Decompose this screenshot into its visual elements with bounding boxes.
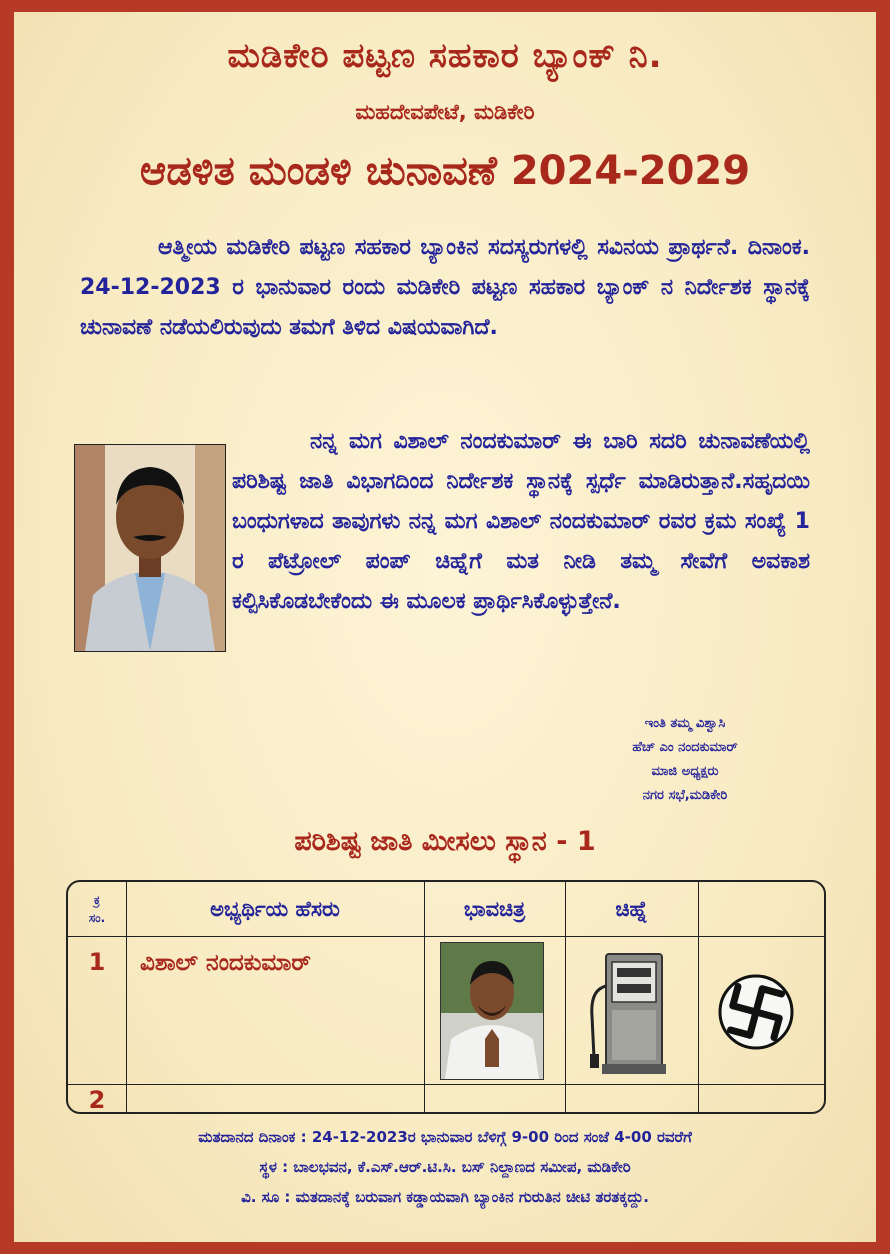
signature-line: ಮಾಜಿ ಅಧ್ಯಕ್ಷರು: [651, 764, 719, 779]
header-serial-line: ಕ್ರ: [94, 893, 100, 907]
candidate-photo: [440, 942, 544, 1080]
signature-line: ಇಂತಿ ತಮ್ಮ ವಿಶ್ವಾಸಿ: [644, 716, 726, 731]
petrol-pump-icon: [584, 946, 680, 1078]
bank-location: ಮಹದೇವಪೇಟೆ, ಮಡಿಕೇರಿ: [355, 100, 535, 124]
header-name: ಅಭ್ಯರ್ಥಿಯ ಹೆಸರು: [210, 896, 340, 921]
row-divider: [68, 936, 824, 937]
header-symbol: ಚಿಹ್ನೆ: [615, 896, 648, 921]
intro-paragraph: ಆತ್ಮೀಯ ಮಡಿಕೇರಿ ಪಟ್ಟಣ ಸಹಕಾರ ಬ್ಯಾಂಕಿನ ಸದಸ್ಯರುಗಳಲ್ಲಿ ಸವಿನಯ ಪ್ರಾರ್ಥನೆ. ದಿನಾಂಕ. 24-12-2023 ರ ಭಾನುವಾರ ರಂದು ಮಡಿಕೇರಿ ಪಟ್ಟಣ ಸಹಕಾರ ಬ್ಯಾಂಕ್ ನ ನಿರ್ದೇಶಕ ಸ್ಥಾನಕ್ಕೆ ಚುನಾವಣೆ ನಡೆಯಲಿರುವುದು ತಮಗೆ ತಿಳಿದ ವಿಷಯವಾಗಿದೆ.: [80, 235, 810, 340]
section-title: ಪರಿಶಿಷ್ಟ ಜಾತಿ ಮೀಸಲು ಸ್ಥಾನ - 1: [294, 826, 596, 857]
signature-line: ಹೆಚ್ ಎಂ ನಂದಕುಮಾರ್: [632, 740, 738, 755]
row-divider: [68, 1084, 824, 1085]
voting-venue: ಸ್ಥಳ : ಬಾಲಭವನ, ಕೆ.ಎಸ್.ಆರ್.ಟಿ.ಸಿ. ಬಸ್ ನಿಲ್ದಾಣದ ಸಮೀಪ, ಮಡಿಕೇರಿ: [259, 1158, 631, 1176]
column-divider: [698, 882, 699, 1112]
voting-date-time: ಮತದಾನದ ದಿನಾಂಕ : 24-12-2023ರ ಭಾನುವಾರ ಬೆಳಿಗ್ಗೆ 9-00 ರಿಂದ ಸಂಜೆ 4-00 ರವರೆಗೆ: [198, 1128, 692, 1146]
candidate-table: [66, 880, 826, 1114]
row-number: 1: [88, 948, 106, 976]
candidate-name: ವಿಶಾಲ್ ನಂದಕುಮಾರ್: [140, 950, 312, 976]
header-serial-line: ಸಂ.: [88, 911, 106, 925]
election-title: ಆಡಳಿತ ಮಂಡಳಿ ಚುನಾವಣೆ 2024-2029: [139, 148, 751, 194]
bank-name: ಮಡಿಕೇರಿ ಪಟ್ಟಣ ಸಹಕಾರ ಬ್ಯಾಂಕ್ ನಿ.: [227, 36, 663, 76]
header-serial: [68, 882, 126, 936]
swastika-voting-mark-icon: [718, 974, 794, 1050]
row-number: 2: [88, 1086, 106, 1114]
signature-line: ನಗರ ಸಭೆ,ಮಡಿಕೇರಿ: [642, 788, 728, 803]
signature-block: [560, 712, 810, 808]
voting-note: ವಿ. ಸೂ : ಮತದಾನಕ್ಕೆ ಬರುವಾಗ ಕಡ್ಡಾಯವಾಗಿ ಬ್ಯಾಂಕಿನ ಗುರುತಿನ ಚೀಟಿ ತರತಕ್ಕದ್ದು.: [241, 1188, 649, 1206]
header-photo: ಭಾವಚಿತ್ರ: [463, 896, 526, 921]
appeal-paragraph: ನನ್ನ ಮಗ ವಿಶಾಲ್ ನಂದಕುಮಾರ್ ಈ ಬಾರಿ ಸದರಿ ಚುನಾವಣೆಯಲ್ಲಿ ಪರಿಶಿಷ್ಟ ಜಾತಿ ವಿಭಾಗದಿಂದ ನಿರ್ದೇಶಕ ಸ್ಥಾನಕ್ಕೆ ಸ್ಪರ್ಧೆ ಮಾಡಿರುತ್ತಾನೆ.ಸಹೃದಯಿ ಬಂಧುಗಳಾದ ತಾವುಗಳು ನನ್ನ ಮಗ ವಿಶಾಲ್ ನಂದಕುಮಾರ್ ರವರ ಕ್ರಮ ಸಂಖ್ಯೆ 1 ರ ಪೆಟ್ರೋಲ್ ಪಂಪ್ ಚಿಹ್ನೆಗೆ ಮತ ನೀಡಿ ತಮ್ಮ ಸೇವೆಗೆ ಅವಕಾಶ ಕಲ್ಪಿಸಿಕೊಡಬೇಕೆಂದು ಈ ಮೂಲಕ ಪ್ರಾರ್ಥಿಸಿಕೊಳ್ಳುತ್ತೇನೆ.: [232, 429, 810, 614]
father-photo: [74, 444, 226, 652]
